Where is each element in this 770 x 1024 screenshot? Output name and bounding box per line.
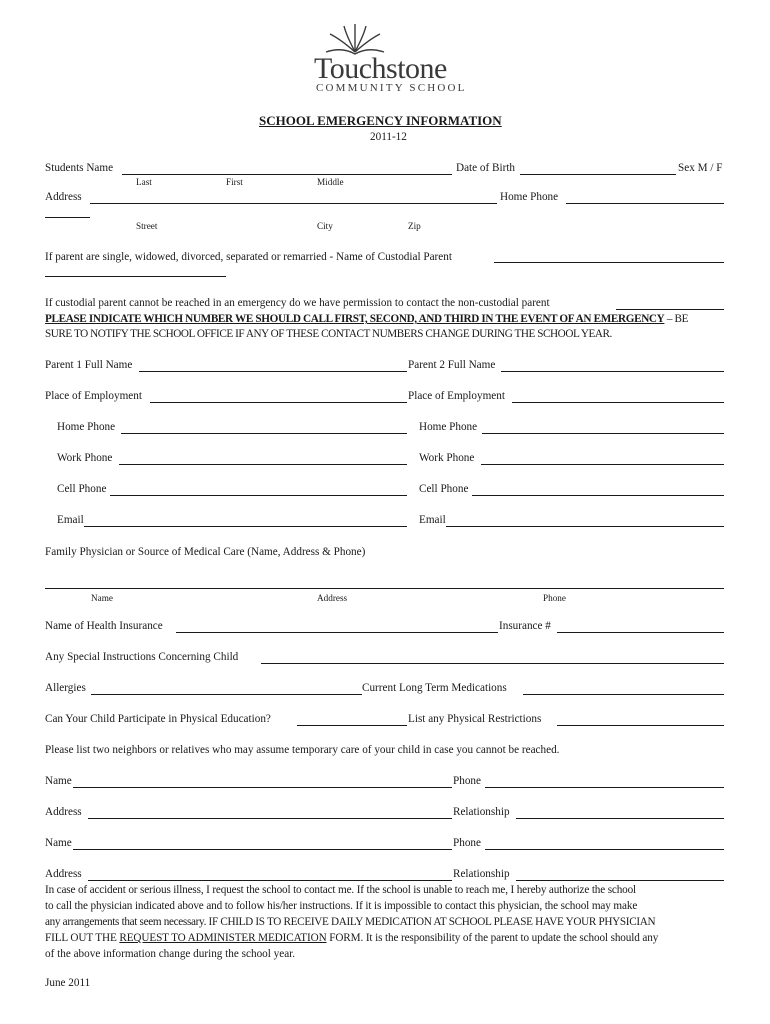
neighbor2-name-field[interactable]	[73, 849, 452, 850]
non-custodial-permission-label: If custodial parent cannot be reached in an emergency do we have permission to contact the non-custodial parent	[45, 297, 550, 309]
neighbor1-relationship-field[interactable]	[516, 818, 724, 819]
home-phone-field[interactable]	[566, 203, 724, 204]
neighbor1-phone-field[interactable]	[485, 787, 724, 788]
custodial-parent-field-continued[interactable]	[45, 276, 226, 277]
special-instructions-field[interactable]	[261, 663, 724, 664]
parent2-name-label: Parent 2 Full Name	[408, 359, 496, 371]
physical-education-label: Can Your Child Participate in Physical Education?	[45, 713, 271, 725]
sex-label: Sex M / F	[678, 162, 723, 174]
parent2-employment-field[interactable]	[512, 402, 724, 403]
address-label: Address	[45, 191, 82, 203]
allergies-field[interactable]	[91, 694, 362, 695]
neighbor1-address-label: Address	[45, 806, 82, 818]
physical-restrictions-label: List any Physical Restrictions	[408, 713, 542, 725]
physician-field[interactable]	[45, 588, 724, 589]
sub-physician-address: Address	[317, 593, 348, 603]
parent1-cell-phone-field[interactable]	[110, 495, 407, 496]
sub-physician-phone: Phone	[543, 593, 566, 603]
insurance-field[interactable]	[176, 632, 498, 633]
insurance-number-label: Insurance #	[499, 620, 551, 632]
dob-label: Date of Birth	[456, 162, 516, 174]
physician-label: Family Physician or Source of Medical Care (Name, Address & Phone)	[45, 546, 366, 558]
parent2-home-phone-label: Home Phone	[419, 421, 478, 433]
neighbor1-name-label: Name	[45, 775, 72, 787]
home-phone-field-continued[interactable]	[45, 217, 90, 218]
parent1-name-label: Parent 1 Full Name	[45, 359, 133, 371]
neighbor1-address-field[interactable]	[88, 818, 452, 819]
sub-street: Street	[136, 221, 158, 231]
sub-zip: Zip	[408, 221, 421, 231]
neighbor2-address-label: Address	[45, 868, 82, 880]
neighbors-intro: Please list two neighbors or relatives who may assume temporary care of your child in case you cannot be reached.	[45, 744, 560, 756]
call-order-notice-tail: – BE	[664, 313, 689, 325]
allergies-label: Allergies	[45, 682, 86, 694]
parent2-work-phone-field[interactable]	[481, 464, 724, 465]
parent2-work-phone-label: Work Phone	[419, 452, 475, 464]
parent1-email-field[interactable]	[84, 526, 407, 527]
parent1-name-field[interactable]	[139, 371, 407, 372]
neighbor1-name-field[interactable]	[73, 787, 452, 788]
parent2-employment-label: Place of Employment	[408, 390, 505, 402]
sub-physician-name: Name	[91, 593, 113, 603]
neighbor2-name-label: Name	[45, 837, 72, 849]
medications-field[interactable]	[523, 694, 724, 695]
parent2-email-label: Email	[419, 514, 446, 526]
consent-line-3: any arrangements that seem necessary. IF CHILD IS TO RECEIVE DAILY MEDICATION AT SCHOOL PLEASE HAVE YOUR PHYSICIAN	[45, 916, 656, 928]
neighbor2-relationship-label: Relationship	[453, 868, 510, 880]
neighbor2-phone-label: Phone	[453, 837, 481, 849]
physical-restrictions-field[interactable]	[557, 725, 724, 726]
parent1-email-label: Email	[57, 514, 84, 526]
neighbor2-phone-field[interactable]	[485, 849, 724, 850]
parent2-home-phone-field[interactable]	[482, 433, 724, 434]
consent-line-4-start: FILL OUT THE	[45, 932, 120, 944]
student-name-field[interactable]	[122, 174, 452, 175]
address-field[interactable]	[90, 203, 497, 204]
non-custodial-permission-field[interactable]	[616, 309, 724, 310]
school-logo	[300, 22, 490, 98]
sub-city: City	[317, 221, 333, 231]
student-name-label: Students Name	[45, 162, 114, 174]
parent1-home-phone-field[interactable]	[121, 433, 407, 434]
request-medication-form-link[interactable]: REQUEST TO ADMINISTER MEDICATION	[119, 932, 327, 944]
parent1-employment-label: Place of Employment	[45, 390, 142, 402]
neighbor1-phone-label: Phone	[453, 775, 481, 787]
parent1-work-phone-field[interactable]	[119, 464, 407, 465]
custodial-parent-field[interactable]	[494, 262, 724, 263]
consent-line-4	[45, 931, 658, 945]
home-phone-label: Home Phone	[500, 191, 559, 203]
special-instructions-label: Any Special Instructions Concerning Child	[45, 651, 239, 663]
parent2-cell-phone-label: Cell Phone	[419, 483, 469, 495]
parent1-home-phone-label: Home Phone	[57, 421, 116, 433]
parent1-employment-field[interactable]	[150, 402, 407, 403]
parent1-work-phone-label: Work Phone	[57, 452, 113, 464]
consent-line-4-end: FORM. It is the responsibility of the parent to update the school should any	[326, 932, 659, 944]
custodial-parent-label: If parent are single, widowed, divorced, separated or remarried - Name of Custodial Parent	[45, 251, 452, 263]
school-year: 2011-12	[370, 131, 407, 143]
sub-first: First	[226, 177, 243, 187]
call-order-notice-line2: SURE TO NOTIFY THE SCHOOL OFFICE IF ANY OF THESE CONTACT NUMBERS CHANGE DURING THE SCHOOL YEAR.	[45, 328, 612, 340]
call-order-notice	[45, 312, 688, 326]
parent2-name-field[interactable]	[501, 371, 724, 372]
sub-last: Last	[136, 177, 152, 187]
parent2-cell-phone-field[interactable]	[472, 495, 724, 496]
insurance-label: Name of Health Insurance	[45, 620, 163, 632]
sub-middle: Middle	[317, 177, 344, 187]
footer-date: June 2011	[45, 977, 91, 989]
consent-line-1: In case of accident or serious illness, I request the school to contact me. If the school is unable to reach me, I hereby authorize the school	[45, 884, 637, 896]
consent-line-2: to call the physician indicated above and to follow his/her instructions. If it is impossible to contact this physician, the school may make	[45, 900, 638, 912]
consent-line-5: of the above information change during the school year.	[45, 948, 296, 960]
form-title: SCHOOL EMERGENCY INFORMATION	[259, 113, 502, 128]
parent1-cell-phone-label: Cell Phone	[57, 483, 107, 495]
dob-field[interactable]	[520, 174, 676, 175]
insurance-number-field[interactable]	[557, 632, 724, 633]
parent2-email-field[interactable]	[446, 526, 724, 527]
neighbor2-address-field[interactable]	[88, 880, 452, 881]
neighbor1-relationship-label: Relationship	[453, 806, 510, 818]
neighbor2-relationship-field[interactable]	[516, 880, 724, 881]
logo-name: Touchstone	[314, 52, 447, 85]
physical-education-field[interactable]	[297, 725, 407, 726]
medications-label: Current Long Term Medications	[362, 682, 507, 694]
call-order-notice-bold: PLEASE INDICATE WHICH NUMBER WE SHOULD CALL FIRST, SECOND, AND THIRD IN THE EVENT OF AN EMERGENCY	[45, 313, 665, 325]
logo-subtitle: COMMUNITY SCHOOL	[316, 82, 467, 94]
book-leaf-logo-icon	[320, 22, 390, 56]
